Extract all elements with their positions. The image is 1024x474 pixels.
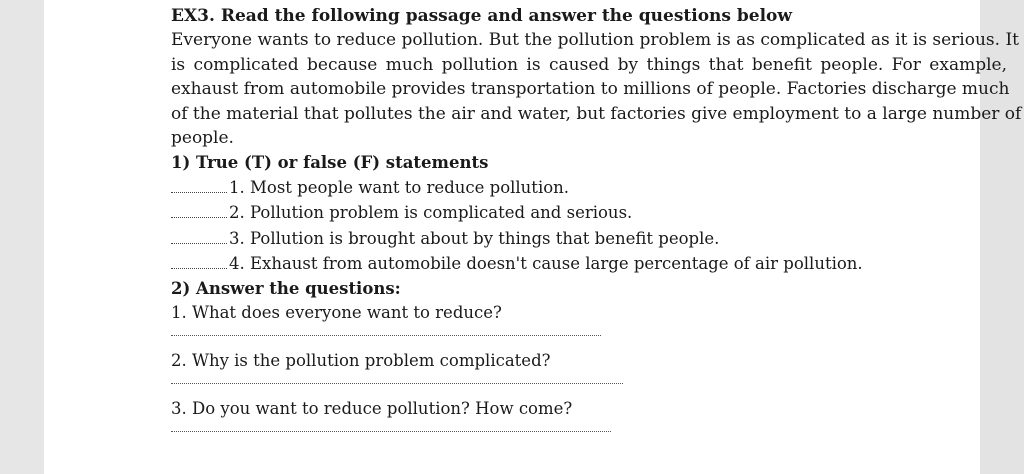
questions-list [171,301,1011,445]
answer-line[interactable] [171,373,1011,397]
question-text: 1. What does everyone want to reduce? [171,302,502,322]
question-text: 2. Why is the pollution problem complicated? [171,350,551,370]
true-false-item [171,226,1011,252]
answer-blank[interactable] [171,231,227,244]
answer-line[interactable] [171,421,1011,445]
passage-line: is complicated because much pollution is caused by things that benefit people. For example, [171,54,1007,75]
question-item [171,349,1011,397]
statement-text: 4. Exhaust from automobile doesn't cause large percentage of air pollution. [229,254,863,273]
questions-heading: 2) Answer the questions: [171,278,401,298]
true-false-item [171,251,1011,277]
passage-line: exhaust from automobile provides transportation to millions of people. Factories discharge much [171,79,1010,99]
question-item [171,397,1011,445]
answer-line[interactable] [171,325,1011,349]
question-item [171,301,1011,349]
statement-text: 3. Pollution is brought about by things that benefit people. [229,228,720,248]
true-false-list [171,175,1011,277]
answer-blank[interactable] [171,205,227,218]
question-text: 3. Do you want to reduce pollution? How come? [171,398,573,418]
passage-line: of the material that pollutes the air and water, but factories give employment to a large number of [171,103,1022,124]
true-false-heading: 1) True (T) or false (F) statements [171,152,489,172]
passage-line: people. [171,128,234,148]
true-false-item [171,175,1011,201]
statement-text: 2. Pollution problem is complicated and serious. [229,203,633,222]
true-false-item [171,200,1011,226]
passage-line: Everyone wants to reduce pollution. But the pollution problem is as complicated as it is serious. It [171,30,1019,50]
reading-passage [171,28,1022,151]
answer-blank[interactable] [171,256,227,269]
exercise-title: EX3. Read the following passage and answer the questions below [171,6,793,26]
answer-blank[interactable] [171,180,227,193]
left-margin [0,0,44,474]
exercise-content [171,4,1022,445]
statement-text: 1. Most people want to reduce pollution. [229,177,570,197]
